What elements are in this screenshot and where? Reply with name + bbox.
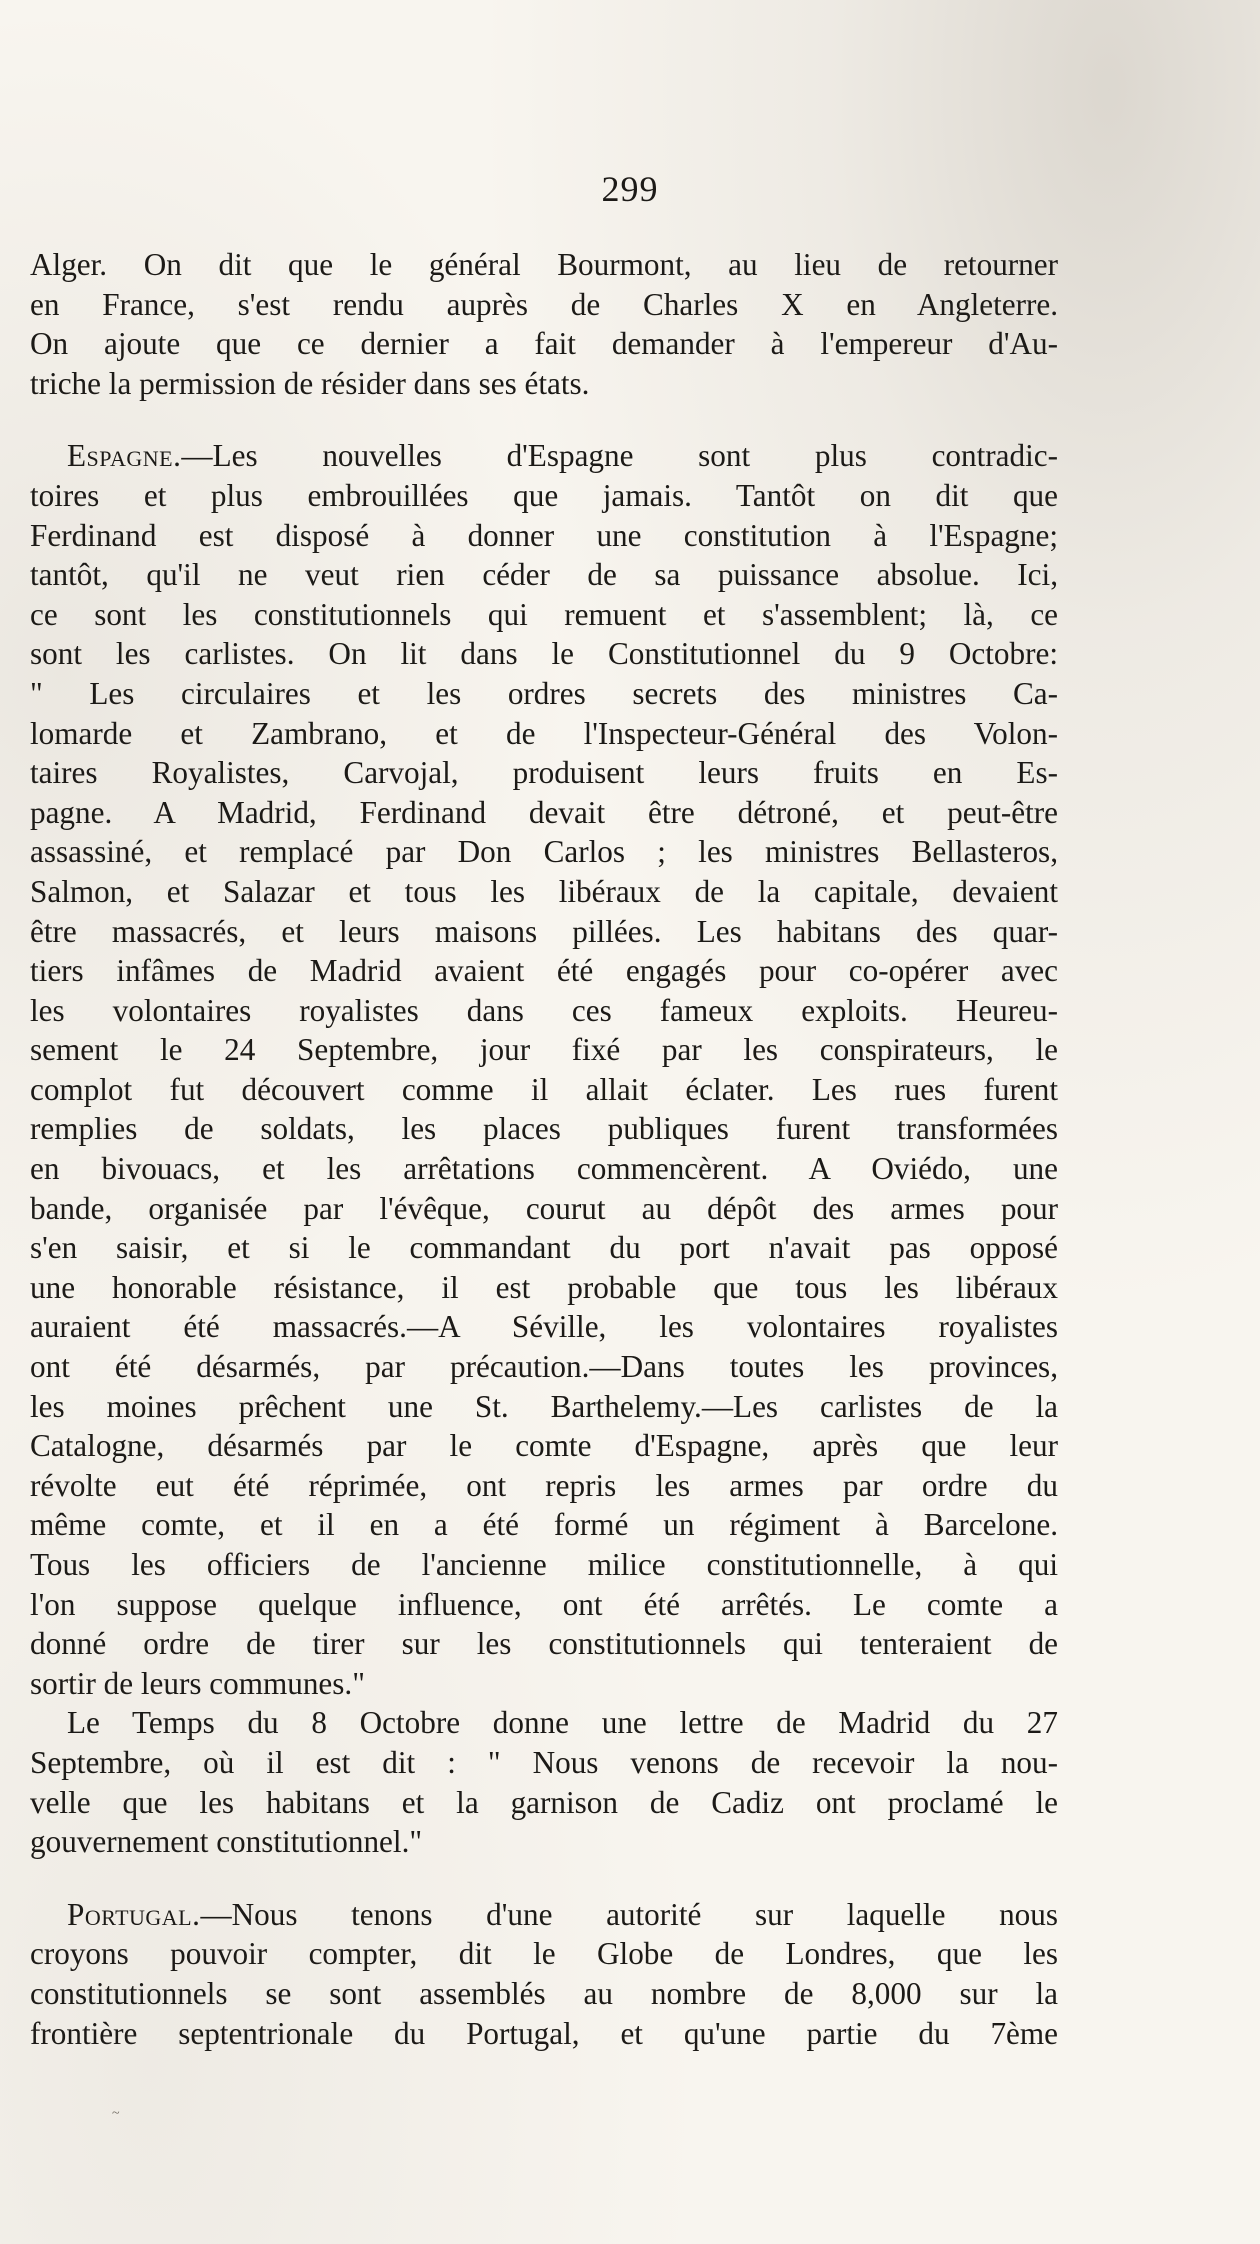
text-line: triche la permission de résider dans ses états.: [30, 365, 590, 401]
text-line: sement le 24 Septembre, jour fixé par les conspirateurs, le: [30, 1032, 1058, 1068]
text-line: pagne. A Madrid, Ferdinand devait être détroné, et peut-être: [30, 794, 1058, 830]
paragraph-espagne: [30, 436, 1058, 1703]
section-heading-espagne: Espagne.: [67, 438, 182, 474]
text-line: assassiné, et remplacé par Don Carlos ; les ministres Bellasteros,: [30, 834, 1058, 870]
text-line: révolte eut été réprimée, ont repris les armes par ordre du: [30, 1467, 1058, 1503]
text-line: s'en saisir, et si le commandant du port n'avait pas opposé: [30, 1230, 1058, 1266]
text-line: Tous les officiers de l'ancienne milice constitutionnelle, à qui: [30, 1547, 1058, 1582]
text-line: auraient été massacrés.—A Séville, les volontaires royalistes: [30, 1309, 1058, 1345]
page-number: 299: [601, 169, 659, 209]
paragraph-portugal: [30, 1895, 1058, 2053]
text-line: les moines prêchent une St. Barthelemy.—Les carlistes de la: [30, 1388, 1058, 1424]
text-line: Alger. On dit que le général Bourmont, au lieu de retourner: [30, 247, 1058, 282]
text-line: Le Temps du 8 Octobre donne une lettre de Madrid du 27: [67, 1705, 1058, 1741]
text-line: frontière septentrionale du Portugal, et qu'une partie du 7ème: [30, 2015, 1058, 2051]
text-line: [30, 1895, 1058, 1935]
text-column: [30, 245, 1058, 2053]
text-line: l'on suppose quelque influence, ont été arrêtés. Le comte a: [30, 1586, 1058, 1622]
text-line: Salmon, et Salazar et tous les libéraux de la capitale, devaient: [30, 873, 1058, 909]
section-heading-portugal: Portugal.: [67, 1896, 201, 1932]
text-line: Catalogne, désarmés par le comte d'Espagne, après que leur: [30, 1428, 1058, 1464]
text-line: bande, organisée par l'évêque, courut au dépôt des armes pour: [30, 1190, 1058, 1226]
text-line: une honorable résistance, il est probable que tous les libéraux: [30, 1269, 1058, 1305]
text-line: sont les carlistes. On lit dans le Constitutionnel du 9 Octobre:: [30, 636, 1058, 672]
text-line-remainder: —Les nouvelles d'Espagne sont plus contradic-: [181, 438, 1058, 474]
text-line: croyons pouvoir compter, dit le Globe de Londres, que les: [30, 1936, 1058, 1972]
text-line: constitutionnels se sont assemblés au nombre de 8,000 sur la: [30, 1975, 1058, 2011]
text-line-remainder: —Nous tenons d'une autorité sur laquelle nous: [200, 1896, 1058, 1932]
text-line: complot fut découvert comme il allait éclater. Les rues furent: [30, 1071, 1058, 1107]
text-line: tantôt, qu'il ne veut rien céder de sa puissance absolue. Ici,: [30, 557, 1058, 593]
paragraph-alger: [30, 245, 1058, 403]
text-line: en bivouacs, et les arrêtations commencèrent. A Oviédo, une: [30, 1151, 1058, 1187]
text-line: velle que les habitans et la garnison de Cadiz ont proclamé le: [30, 1784, 1058, 1820]
paragraph-gap: [30, 403, 1058, 436]
text-line: les volontaires royalistes dans ces fameux exploits. Heureu-: [30, 992, 1058, 1028]
text-line: taires Royalistes, Carvojal, produisent leurs fruits en Es-: [30, 755, 1058, 791]
text-line: On ajoute que ce dernier a fait demander à l'empereur d'Au-: [30, 326, 1058, 362]
text-line: lomarde et Zambrano, et de l'Inspecteur-Général des Volon-: [30, 715, 1058, 751]
text-line: même comte, et il en a été formé un régiment à Barcelone.: [30, 1507, 1058, 1543]
text-line: en France, s'est rendu auprès de Charles X en Angleterre.: [30, 286, 1058, 322]
text-line: toires et plus embrouillées que jamais. Tantôt on dit que: [30, 477, 1058, 513]
text-line: tiers infâmes de Madrid avaient été engagés pour co-opérer avec: [30, 953, 1058, 989]
text-line: Ferdinand est disposé à donner une constitution à l'Espagne;: [30, 517, 1058, 553]
paragraph-gap: [30, 1862, 1058, 1895]
text-line: donné ordre de tirer sur les constitutionnels qui tenteraient de: [30, 1626, 1058, 1662]
text-line: gouvernement constitutionnel.": [30, 1824, 423, 1860]
text-line: ont été désarmés, par précaution.—Dans toutes les provinces,: [30, 1349, 1058, 1385]
text-line: être massacrés, et leurs maisons pillées. Les habitans des quar-: [30, 913, 1058, 949]
text-line: remplies de soldats, les places publiques furent transformées: [30, 1111, 1058, 1147]
ink-blemish: ~: [112, 2106, 120, 2121]
text-line: " Les circulaires et les ordres secrets des ministres Ca-: [30, 675, 1058, 711]
text-line: sortir de leurs communes.": [30, 1665, 365, 1701]
text-line: [30, 436, 1058, 476]
text-line: ce sont les constitutionnels qui remuent et s'assemblent; là, ce: [30, 596, 1058, 632]
text-line: Septembre, où il est dit : " Nous venons de recevoir la nou-: [30, 1744, 1058, 1780]
paragraph-temps: [30, 1703, 1058, 1861]
